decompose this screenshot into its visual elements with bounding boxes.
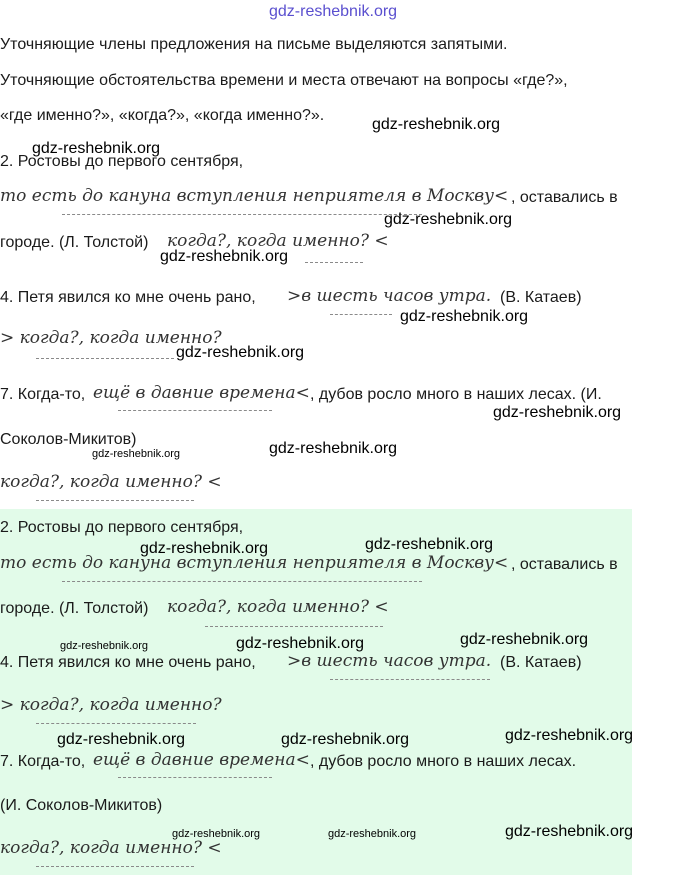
underline-dash-dot [305, 262, 363, 263]
sentence-4-question: > когда?, когда именно? [0, 328, 222, 348]
intro-line-2: Уточняющие обстоятельства времени и места отвечают на вопросы «где?», [0, 72, 568, 89]
sentence-4-author: (В. Катаев) [500, 289, 582, 306]
underline-dash-dot [118, 777, 272, 778]
sentence-7-question: когда?, когда именно? < [0, 838, 222, 858]
watermark: gdz-reshebnik.org [384, 211, 513, 228]
underline-dash-dot [36, 723, 196, 724]
underline-dash-dot [330, 314, 392, 315]
watermark: gdz-reshebnik.org [281, 731, 410, 748]
watermark: gdz-reshebnik.org [57, 731, 186, 748]
sentence-4-clarification: >в шесть часов утра. [287, 286, 492, 306]
sentence-2-start: 2. Ростовы до первого сентября, [0, 153, 244, 170]
sentence-4-start: 4. Петя явился ко мне очень рано, [0, 289, 256, 306]
watermark: gdz-reshebnik.org [160, 248, 289, 265]
sentence-7-start: 7. Когда-то, [0, 386, 86, 403]
watermark-small: gdz-reshebnik.org [92, 448, 181, 460]
watermark-small: gdz-reshebnik.org [60, 640, 149, 652]
sentence-4-start: 4. Петя явился ко мне очень рано, [0, 654, 256, 671]
sentence-4-clarification: >в шесть часов утра. [287, 651, 492, 671]
sentence-2-continuation: , оставались в [511, 556, 618, 573]
watermark: gdz-reshebnik.org [236, 635, 365, 652]
sentence-7-start: 7. Когда-то, [0, 753, 86, 770]
sentence-2-end: городе. (Л. Толстой) [0, 234, 149, 251]
watermark: gdz-reshebnik.org [505, 727, 634, 744]
sentence-7-continuation: , дубов росло много в наших лесах. [310, 753, 577, 770]
intro-line-3: «где именно?», «когда?», «когда именно?». [0, 107, 325, 124]
sentence-7-question: когда?, когда именно? < [0, 472, 222, 492]
watermark: gdz-reshebnik.org [140, 540, 269, 557]
underline-dash-dot [205, 626, 383, 627]
watermark-top: gdz-reshebnik.org [269, 3, 398, 20]
sentence-4-question: > когда?, когда именно? [0, 695, 222, 715]
sentence-2-clarification: то есть до кануна вступления неприятеля в Москву< [0, 553, 509, 573]
underline-dash-dot [36, 500, 194, 501]
sentence-7-continuation: , дубов росло много в наших лесах. (И. [310, 386, 602, 403]
sentence-7-author: Соколов-Микитов) [0, 431, 137, 448]
underline-dash-dot [62, 581, 422, 582]
watermark: gdz-reshebnik.org [493, 404, 622, 421]
underline-dash-dot [118, 410, 272, 411]
sentence-2-question: когда?, когда именно? < [167, 231, 389, 251]
sentence-2-question: когда?, когда именно? < [167, 597, 389, 617]
sentence-7-author: (И. Соколов-Микитов) [0, 797, 163, 814]
underline-dash-dot [330, 679, 490, 680]
watermark: gdz-reshebnik.org [400, 308, 529, 325]
watermark: gdz-reshebnik.org [460, 631, 589, 648]
sentence-2-end: городе. (Л. Толстой) [0, 600, 149, 617]
watermark: gdz-reshebnik.org [365, 536, 494, 553]
sentence-2-clarification: то есть до кануна вступления неприятеля в Москву< [0, 186, 509, 206]
sentence-4-author: (В. Катаев) [500, 654, 582, 671]
sentence-2-start: 2. Ростовы до первого сентября, [0, 519, 244, 536]
underline-dash-dot [36, 866, 194, 867]
watermark: gdz-reshebnik.org [505, 823, 634, 840]
watermark: gdz-reshebnik.org [176, 344, 305, 361]
watermark: gdz-reshebnik.org [372, 116, 501, 133]
sentence-2-continuation: , оставались в [511, 189, 618, 206]
watermark: gdz-reshebnik.org [269, 440, 398, 457]
intro-line-1: Уточняющие члены предложения на письме выделяются запятыми. [0, 36, 508, 53]
underline-dash-dot [62, 214, 422, 215]
watermark-small: gdz-reshebnik.org [328, 828, 417, 840]
sentence-7-clarification: ещё в давние времена< [93, 383, 310, 403]
underline-dash-dot [36, 358, 174, 359]
watermark-small: gdz-reshebnik.org [172, 828, 261, 840]
watermark: gdz-reshebnik.org [32, 140, 161, 157]
sentence-7-clarification: ещё в давние времена< [93, 750, 310, 770]
